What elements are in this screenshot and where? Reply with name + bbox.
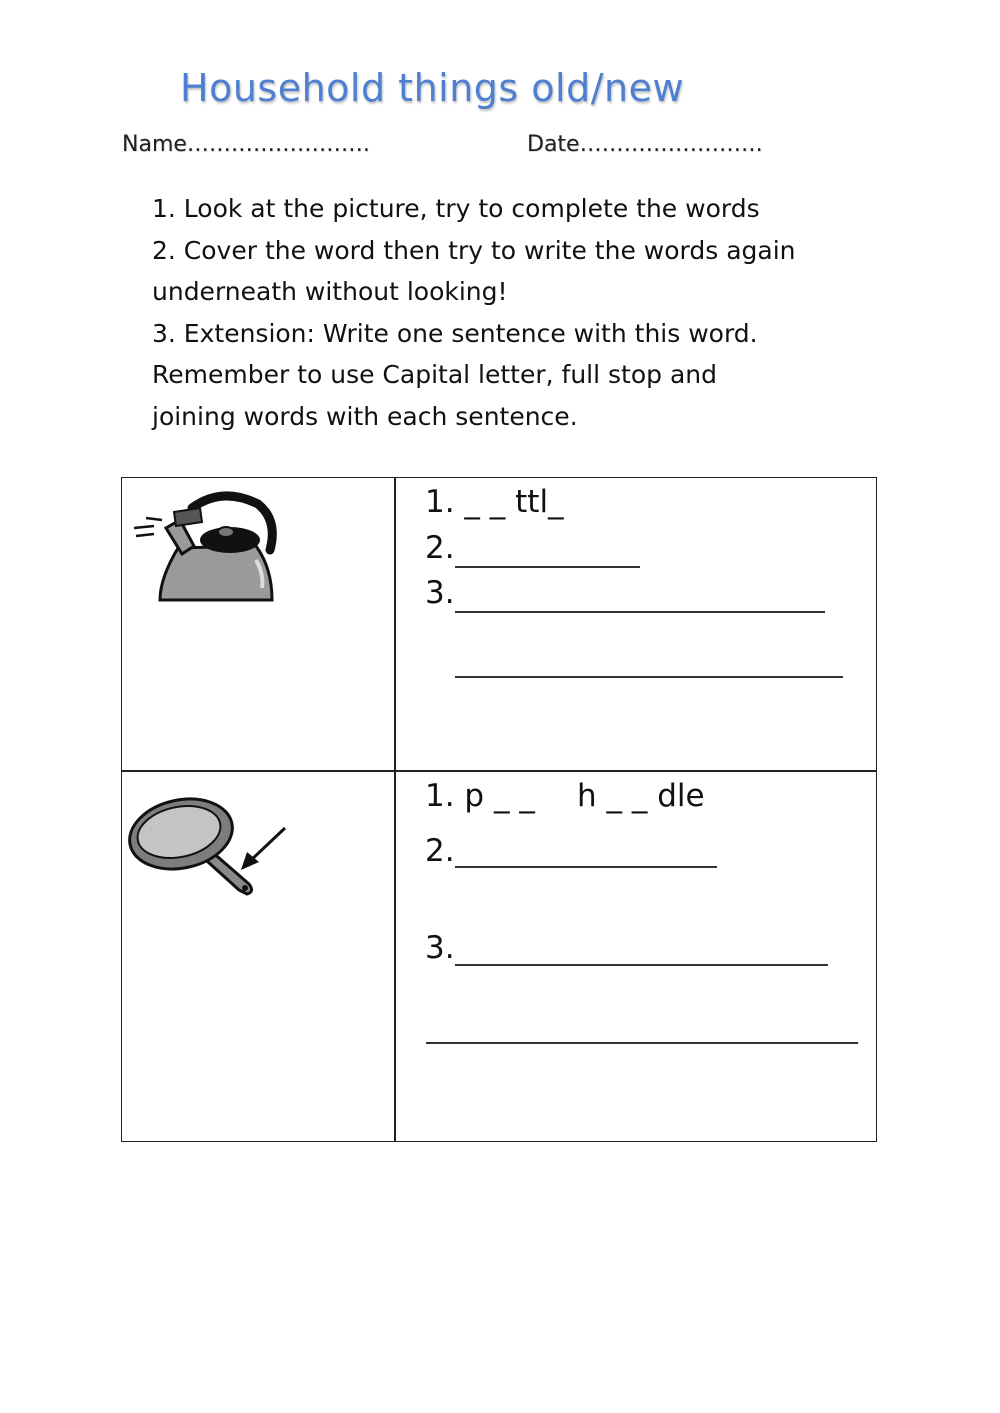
sentence-answer-line[interactable] [455, 964, 828, 966]
page-title: Household things old/new [180, 66, 685, 110]
word-prompt-handle: h _ _ dle [577, 778, 705, 814]
rewrite-answer-line[interactable] [455, 566, 640, 568]
instruction-line: 3. Extension: Write one sentence with this word. [152, 318, 758, 348]
frying-pan-icon [125, 792, 295, 902]
instruction-line: underneath without looking! [152, 277, 508, 306]
date-field-label: Date……………………. [527, 132, 763, 157]
sentence-label: 3. [425, 575, 455, 611]
rewrite-answer-line[interactable] [455, 866, 717, 868]
instruction-line: Remember to use Capital letter, full stop and [152, 360, 717, 389]
sentence-label: 3. [425, 930, 455, 966]
word-prompt-pan: 1. p _ _ [425, 778, 535, 814]
instructions-list [152, 188, 892, 437]
table-divider-horizontal [121, 770, 877, 772]
rewrite-label: 2. [425, 530, 455, 566]
kettle-icon [130, 488, 280, 613]
instruction-line: 2. Cover the word then try to write the words again [152, 235, 796, 265]
instruction-line: 1. Look at the picture, try to complete the words [152, 194, 760, 223]
instruction-line: joining words with each sentence. [152, 401, 578, 431]
rewrite-label: 2. [425, 833, 455, 869]
name-field-label: Name……………………. [122, 132, 370, 157]
sentence-answer-line[interactable] [455, 676, 843, 678]
word-prompt-kettle: 1. _ _ ttl_ [425, 484, 564, 520]
sentence-answer-line[interactable] [426, 1042, 858, 1044]
sentence-answer-line[interactable] [455, 611, 825, 613]
table-divider-vertical [394, 477, 396, 1142]
